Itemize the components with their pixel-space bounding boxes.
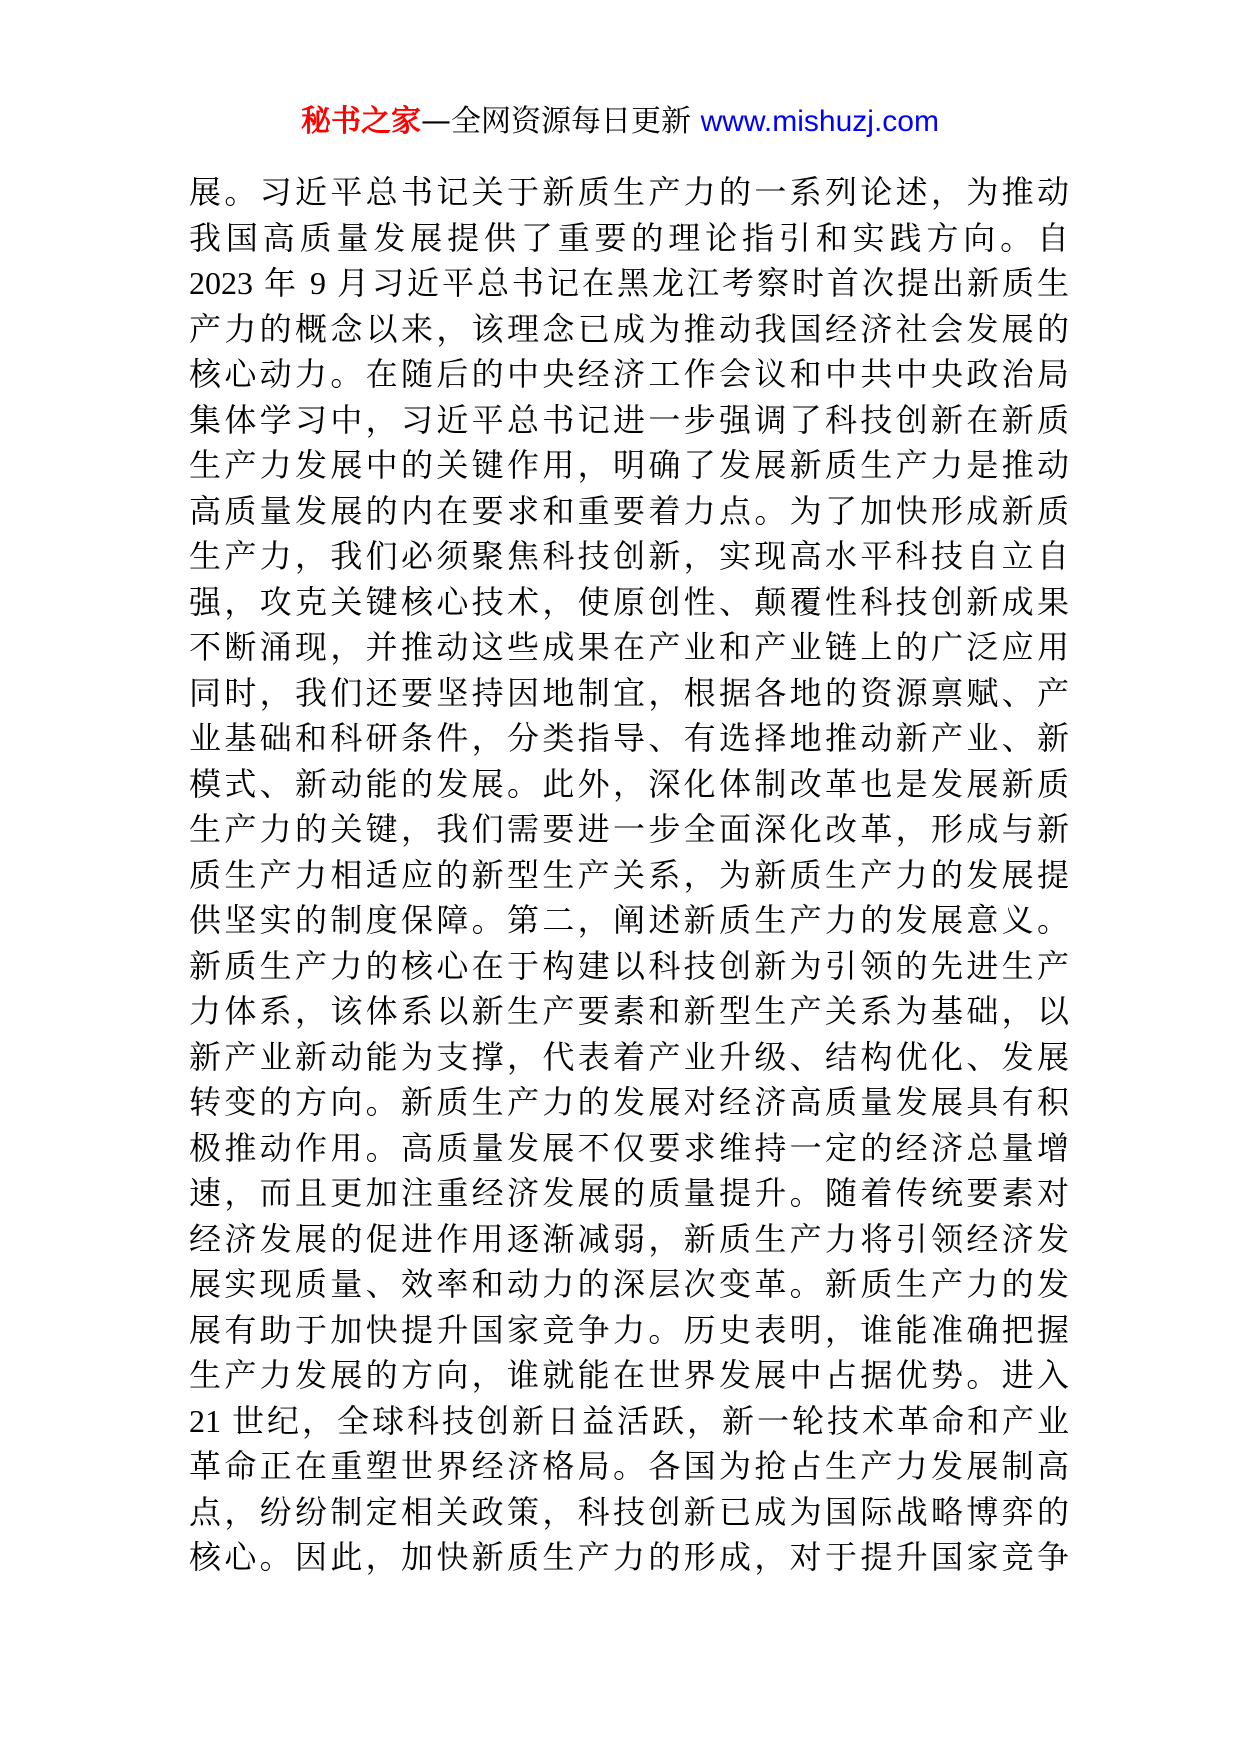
text-line: 革命正在重塑世界经济格局。各国为抢占生产力发展制高 [189,1447,1069,1485]
text-line: 强，攻克关键核心技术，使原创性、颠覆性科技创新成果 [189,582,1069,621]
text-line: 我国高质量发展提供了重要的理论指引和实践方向。自 [189,218,1069,257]
text-line: 展实现质量、效率和动力的深层次变革。新质生产力的发 [189,1265,1069,1303]
text-line: 模式、新动能的发展。此外，深化体制改革也是发展新质 [189,764,1069,803]
text-line: 业基础和科研条件，分类指导、有选择地推动新产业、新 [189,719,1069,757]
text-line: 转变的方向。新质生产力的发展对经济高质量发展具有积 [189,1083,1069,1121]
text-line: 核心动力。在随后的中央经济工作会议和中共中央政治局 [189,355,1069,393]
site-header [0,102,1240,142]
text-line: 不断涌现，并推动这些成果在产业和产业链上的广泛应用 [189,628,1069,666]
text-line: 生产力发展的方向，谁就能在世界发展中占据优势。进入 [189,1356,1069,1394]
text-line: 新产业新动能为支撑，代表着产业升级、结构优化、发展 [189,1037,1069,1076]
site-url-link[interactable]: www.mishuzj.com [700,105,939,138]
text-line: 高质量发展的内在要求和重要着力点。为了加快形成新质 [189,491,1069,530]
text-line: 集体学习中，习近平总书记进一步强调了科技创新在新质 [189,400,1069,439]
header-tagline: —全网资源每日更新 [421,104,701,139]
brand-name: 秘书之家 [301,104,422,139]
text-line: 供坚实的制度保障。第二，阐述新质生产力的发展意义。 [189,901,1069,939]
text-line: 生产力，我们必须聚焦科技创新，实现高水平科技自立自 [189,537,1069,575]
text-line: 点，纷纷制定相关政策，科技创新已成为国际战略博弈的 [189,1492,1069,1531]
text-line: 21 世纪，全球科技创新日益活跃，新一轮技术革命和产业 [189,1402,1069,1439]
text-line: 力体系，该体系以新生产要素和新型生产关系为基础，以 [189,992,1069,1030]
document-body [189,170,1069,1581]
text-line: 质生产力相适应的新型生产关系，为新质生产力的发展提 [189,855,1069,894]
text-line: 速，而且更加注重经济发展的质量提升。随着传统要素对 [189,1174,1069,1212]
text-line: 新质生产力的核心在于构建以科技创新为引领的先进生产 [189,946,1069,985]
text-line: 极推动作用。高质量发展不仅要求维持一定的经济总量增 [189,1128,1069,1167]
text-line: 展。习近平总书记关于新质生产力的一系列论述，为推动 [189,174,1069,210]
text-line: 2023 年 9 月习近平总书记在黑龙江考察时首次提出新质生 [189,265,1069,301]
text-line: 展有助于加快提升国家竞争力。历史表明，谁能准确把握 [189,1310,1069,1349]
text-line: 经济发展的促进作用逐渐减弱，新质生产力将引领经济发 [189,1219,1069,1258]
text-line: 产力的概念以来，该理念已成为推动我国经济社会发展的 [189,309,1069,348]
text-line: 同时，我们还要坚持因地制宜，根据各地的资源禀赋、产 [189,673,1069,712]
text-line: 生产力的关键，我们需要进一步全面深化改革，形成与新 [189,810,1069,848]
text-line: 生产力发展中的关键作用，明确了发展新质生产力是推动 [189,446,1069,484]
text-line: 核心。因此，加快新质生产力的形成，对于提升国家竞争 [189,1538,1069,1576]
